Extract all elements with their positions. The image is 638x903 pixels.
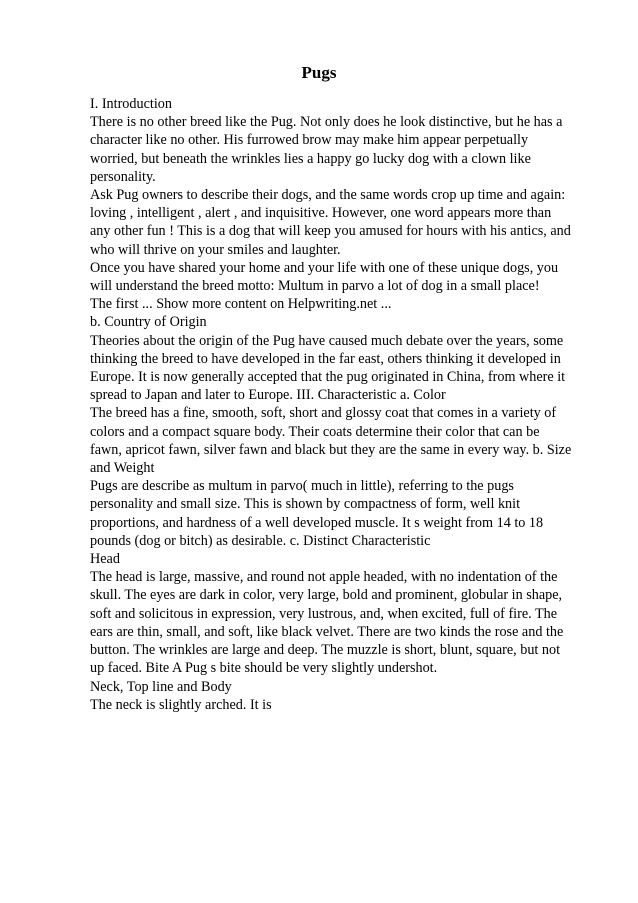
document-title: Pugs <box>301 63 337 82</box>
body-line: character like no other. His furrowed brow may make him appear perpetually <box>90 132 529 149</box>
section-heading-neck-topline-body: Neck, Top line and Body <box>90 678 232 695</box>
body-line: colors and a compact square body. Their coats determine their color that can be <box>90 423 540 440</box>
section-heading-head: Head <box>90 551 120 568</box>
body-line: Ask Pug owners to describe their dogs, and the same words crop up time and again: <box>90 187 566 204</box>
body-line: personality. <box>90 168 156 185</box>
show-more-line: The first ... Show more content on Helpwriting.net ... <box>90 296 392 313</box>
body-line: Pugs are describe as multum in parvo( much in little), referring to the pugs <box>90 478 514 495</box>
body-line: proportions, and hardness of a well developed muscle. It s weight from 14 to 18 <box>90 514 544 531</box>
body-line: Europe. It is now generally accepted that the pug originated in China, from where it <box>90 369 566 386</box>
body-line: pounds (dog or bitch) as desirable. c. Distinct Characteristic <box>90 532 431 549</box>
body-line: button. The wrinkles are large and deep. The muzzle is short, blunt, square, but not <box>90 642 561 659</box>
body-line: skull. The eyes are dark in color, very large, bold and prominent, globular in shape, <box>90 587 563 604</box>
body-line: will understand the breed motto: Multum in parvo a lot of dog in a small place! <box>90 278 540 295</box>
body-line: loving , intelligent , alert , and inquisitive. However, one word appears more than <box>90 205 552 222</box>
body-line: The breed has a fine, smooth, soft, short and glossy coat that comes in a variety of <box>90 405 557 422</box>
body-line: who will thrive on your smiles and laughter. <box>90 241 341 258</box>
body-line: personality and small size. This is shown by compactness of form, well knit <box>90 496 521 513</box>
body-line: The neck is slightly arched. It is <box>90 696 272 713</box>
body-line: thinking the breed to have developed in the far east, others thinking it developed in <box>90 350 561 367</box>
body-line: worried, but beneath the wrinkles lies a happy go lucky dog with a clown like <box>90 150 531 167</box>
body-line: Theories about the origin of the Pug have caused much debate over the years, some <box>90 332 564 349</box>
body-line: ears are thin, small, and soft, like black velvet. There are two kinds the rose and the <box>90 623 564 640</box>
section-heading-country-of-origin: b. Country of Origin <box>90 314 207 331</box>
body-line: up faced. Bite A Pug s bite should be very slightly undershot. <box>90 660 438 677</box>
body-line: The head is large, massive, and round not apple headed, with no indentation of the <box>90 569 558 586</box>
section-heading-introduction: I. Introduction <box>90 96 172 112</box>
body-line: Once you have shared your home and your life with one of these unique dogs, you <box>90 259 559 276</box>
body-line: soft and solicitous in expression, very lustrous, and, when excited, full of fire. The <box>90 605 558 622</box>
body-line: and Weight <box>90 460 155 477</box>
body-line: There is no other breed like the Pug. Not only does he look distinctive, but he has a <box>90 114 563 131</box>
document-body <box>90 95 590 714</box>
body-line: fawn, apricot fawn, silver fawn and black but they are the same in every way. b. Size <box>90 441 572 458</box>
body-line: any other fun ! This is a dog that will keep you amused for hours with his antics, and <box>90 223 571 240</box>
body-line: spread to Japan and later to Europe. III. Characteristic a. Color <box>90 387 446 404</box>
